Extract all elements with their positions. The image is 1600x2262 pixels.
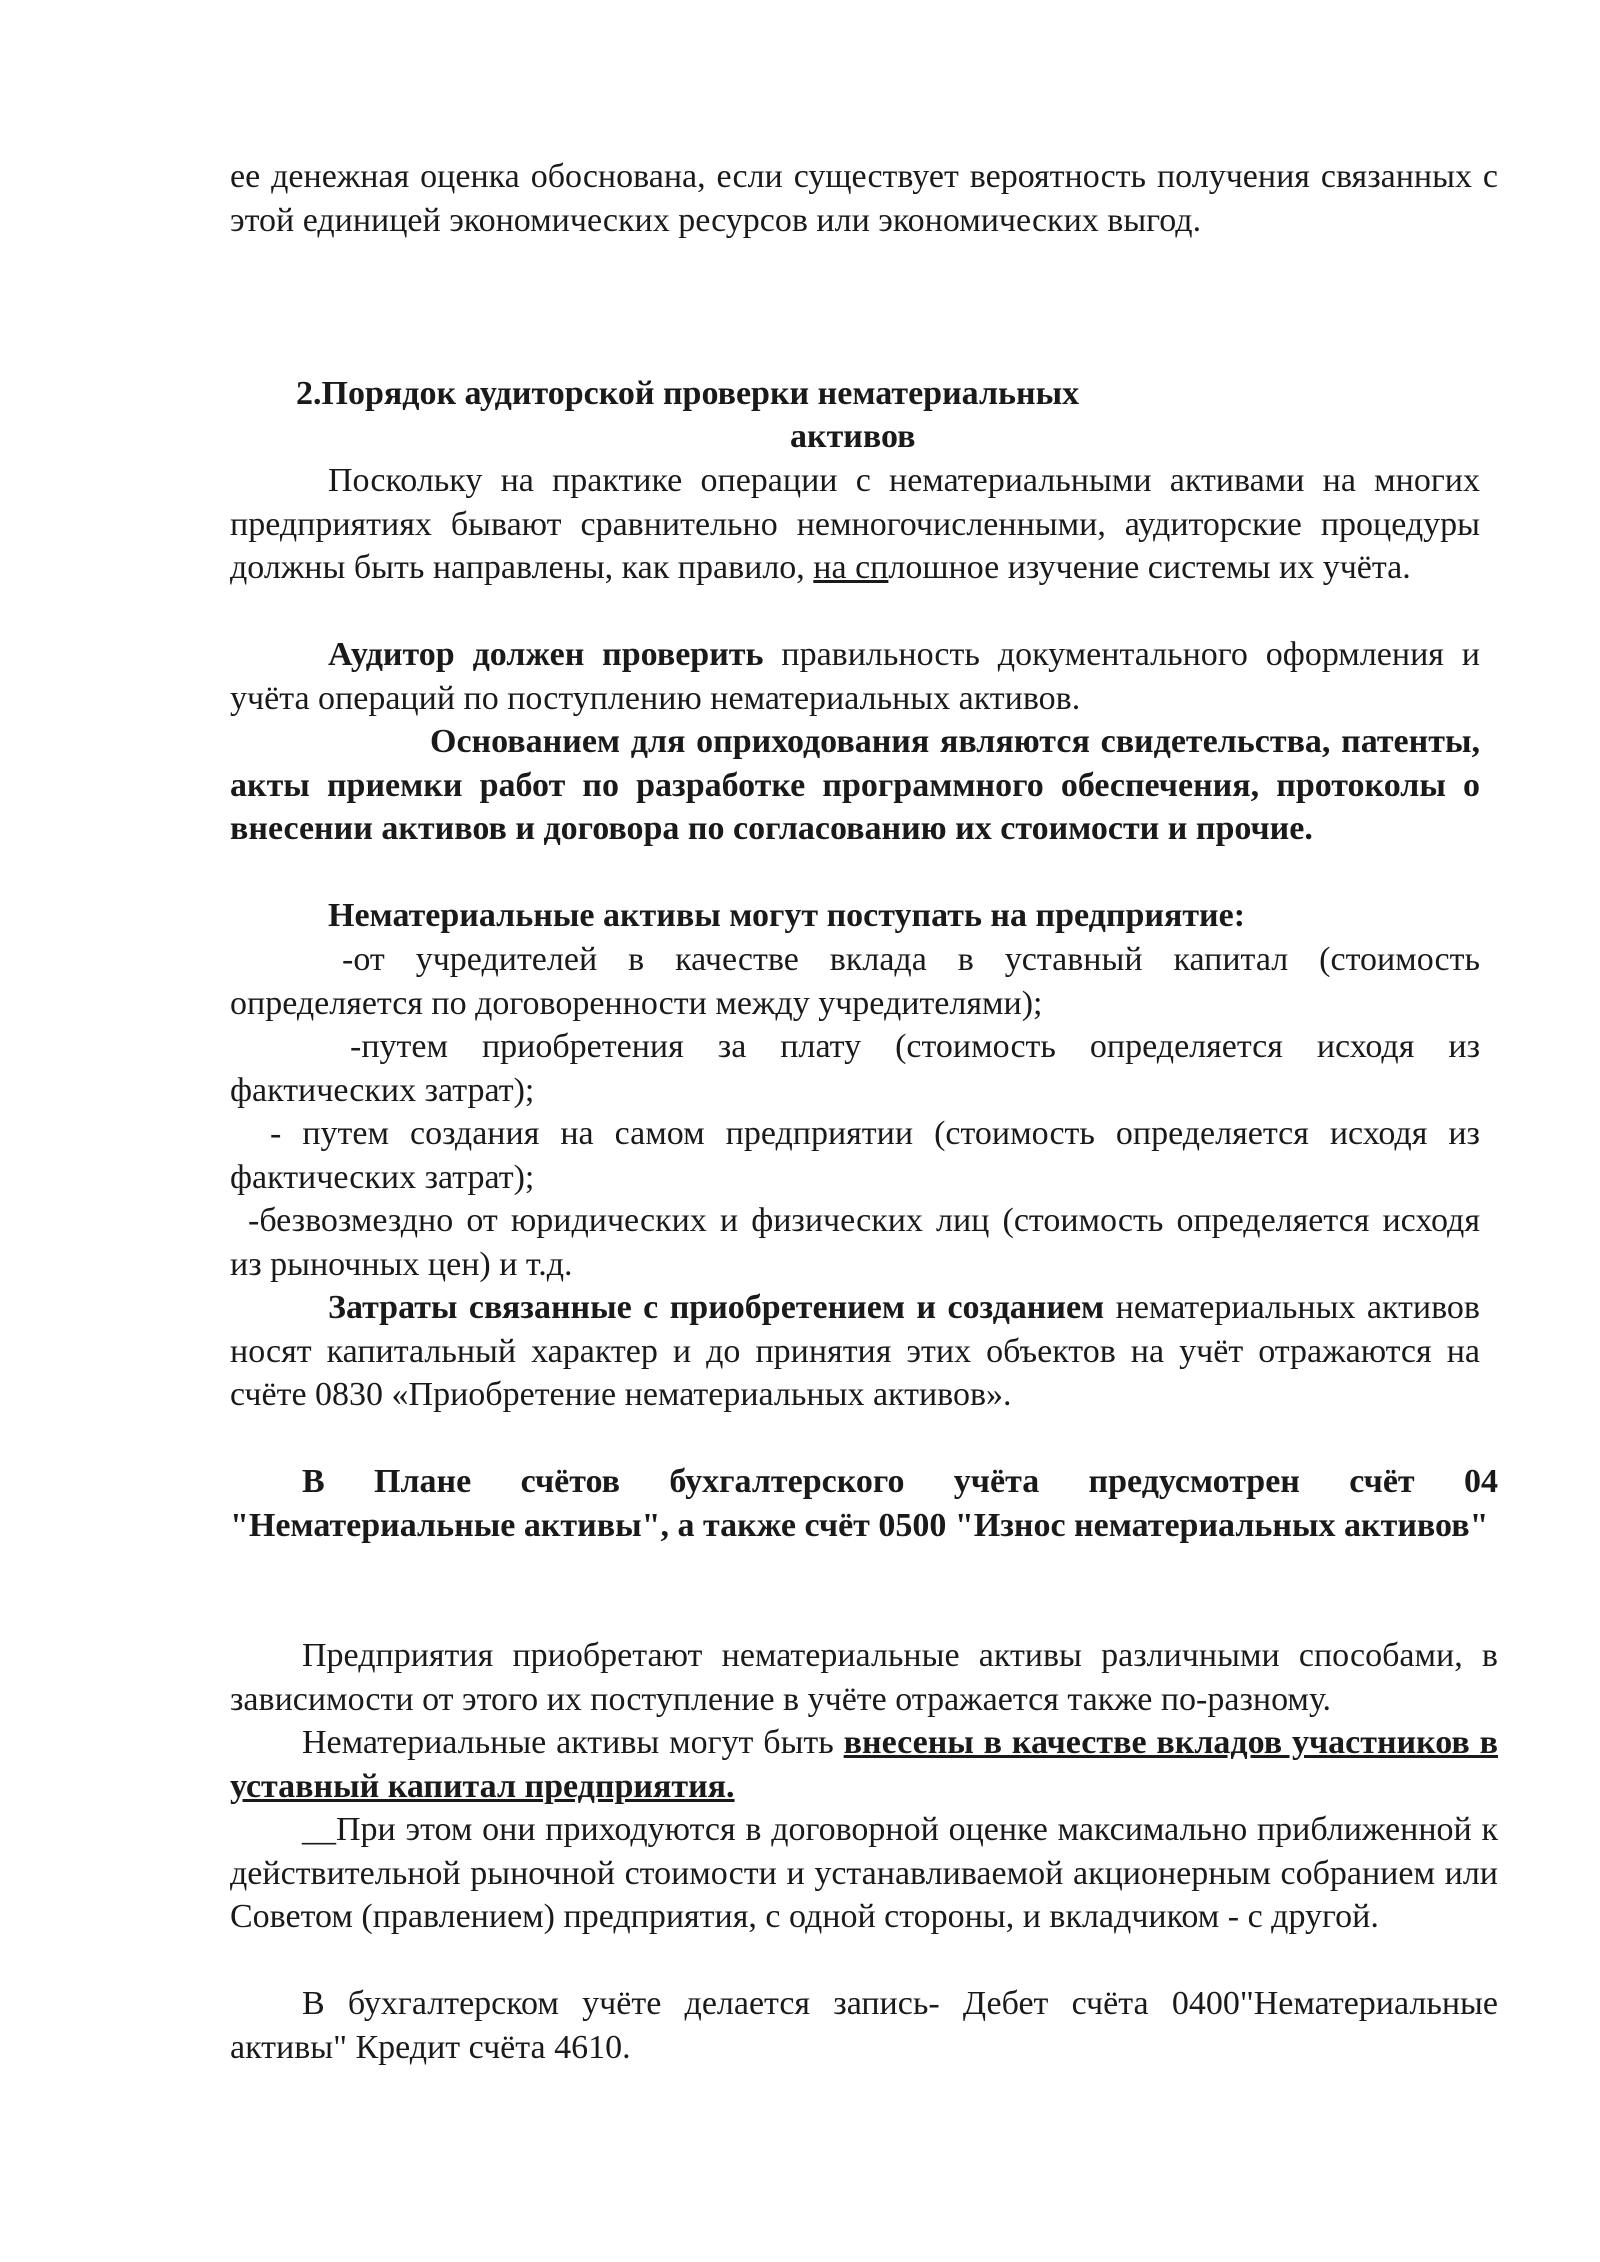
paragraph-sources-intro: Нематериальные активы могут поступать на предприятие: xyxy=(328,897,1246,934)
section-heading-line1: 2.Порядок аудиторской проверки нематериальных xyxy=(296,375,1080,412)
paragraph-costs: Затраты связанные с приобретением и созданием нематериальных активов носят капитальный характер и до принятия этих объектов на учёт отражаются на счёте 0830 «Приобретение нематериальных активов». xyxy=(230,1289,1480,1413)
paragraph-contributions: Нематериальные активы могут быть внесены в качестве вкладов участников в уставный капитал предприятия. xyxy=(230,1724,1499,1805)
bold-underlined-fragment: внесены в качестве вкладов участников в уставный капитал предприятия. xyxy=(230,1724,1499,1805)
paragraph-top: ее денежная оценка обоснована, если существует вероятность получения связанных с этой единицей экономических ресурсов или экономических выгод. xyxy=(230,158,1498,239)
list-item-founders: -от учредителей в качестве вклада в уставный капитал (стоимость определяется по договоренности между учредителями); xyxy=(230,941,1480,1022)
paragraph-valuation: __При этом они приходуются в договорной оценке максимально приближенной к действительной рыночной стоимости и устанавливаемой акционерным собранием или Советом (правлением) предприятия, с одной стороны, и вкладчиком - с другой. xyxy=(230,1811,1498,1935)
list-item-gratuitous: -безвозмездно от юридических и физических лиц (стоимость определяется исходя из рыночных цен) и т.д. xyxy=(230,1202,1480,1283)
paragraph-chart-of-accounts: В Плане счётов бухгалтерского учёта предусмотрен счёт 04 "Нематериальные активы", а также счёт 0500 "Износ нематериальных активов" xyxy=(230,1463,1498,1544)
paragraph-entry: В бухгалтерском учёте делается запись- Дебет счёта 0400"Нематериальные активы" Кредит счёта 4610. xyxy=(230,1985,1498,2066)
list-item-purchase: -путем приобретения за плату (стоимость определяется исходя из фактических затрат); xyxy=(230,1028,1480,1109)
section-heading-line2: активов xyxy=(790,418,916,455)
list-item-created: - путем создания на самом предприятии (стоимость определяется исходя из фактических затрат); xyxy=(230,1115,1480,1196)
underlined-fragment: на сп xyxy=(813,549,889,586)
paragraph-acquisition: Предприятия приобретают нематериальные активы различными способами, в зависимости от этого их поступление в учёте отражается также по-разному. xyxy=(230,1637,1498,1718)
paragraph-auditor: Аудитор должен проверить правильность документального оформления и учёта операций по поступлению нематериальных активов. xyxy=(230,636,1480,717)
paragraph-grounds: Основанием для оприходования являются свидетельства, патенты, акты приемки работ по разработке программного обеспечения, протоколы о внесении активов и договора по согласованию их стоимости и прочие. xyxy=(230,723,1480,847)
paragraph-procedures: Поскольку на практике операции с нематериальными активами на многих предприятиях бывают сравнительно немногочисленными, аудиторские процедуры должны быть направлены, как правило, на сплошное изучение системы их учёта. xyxy=(230,462,1480,586)
